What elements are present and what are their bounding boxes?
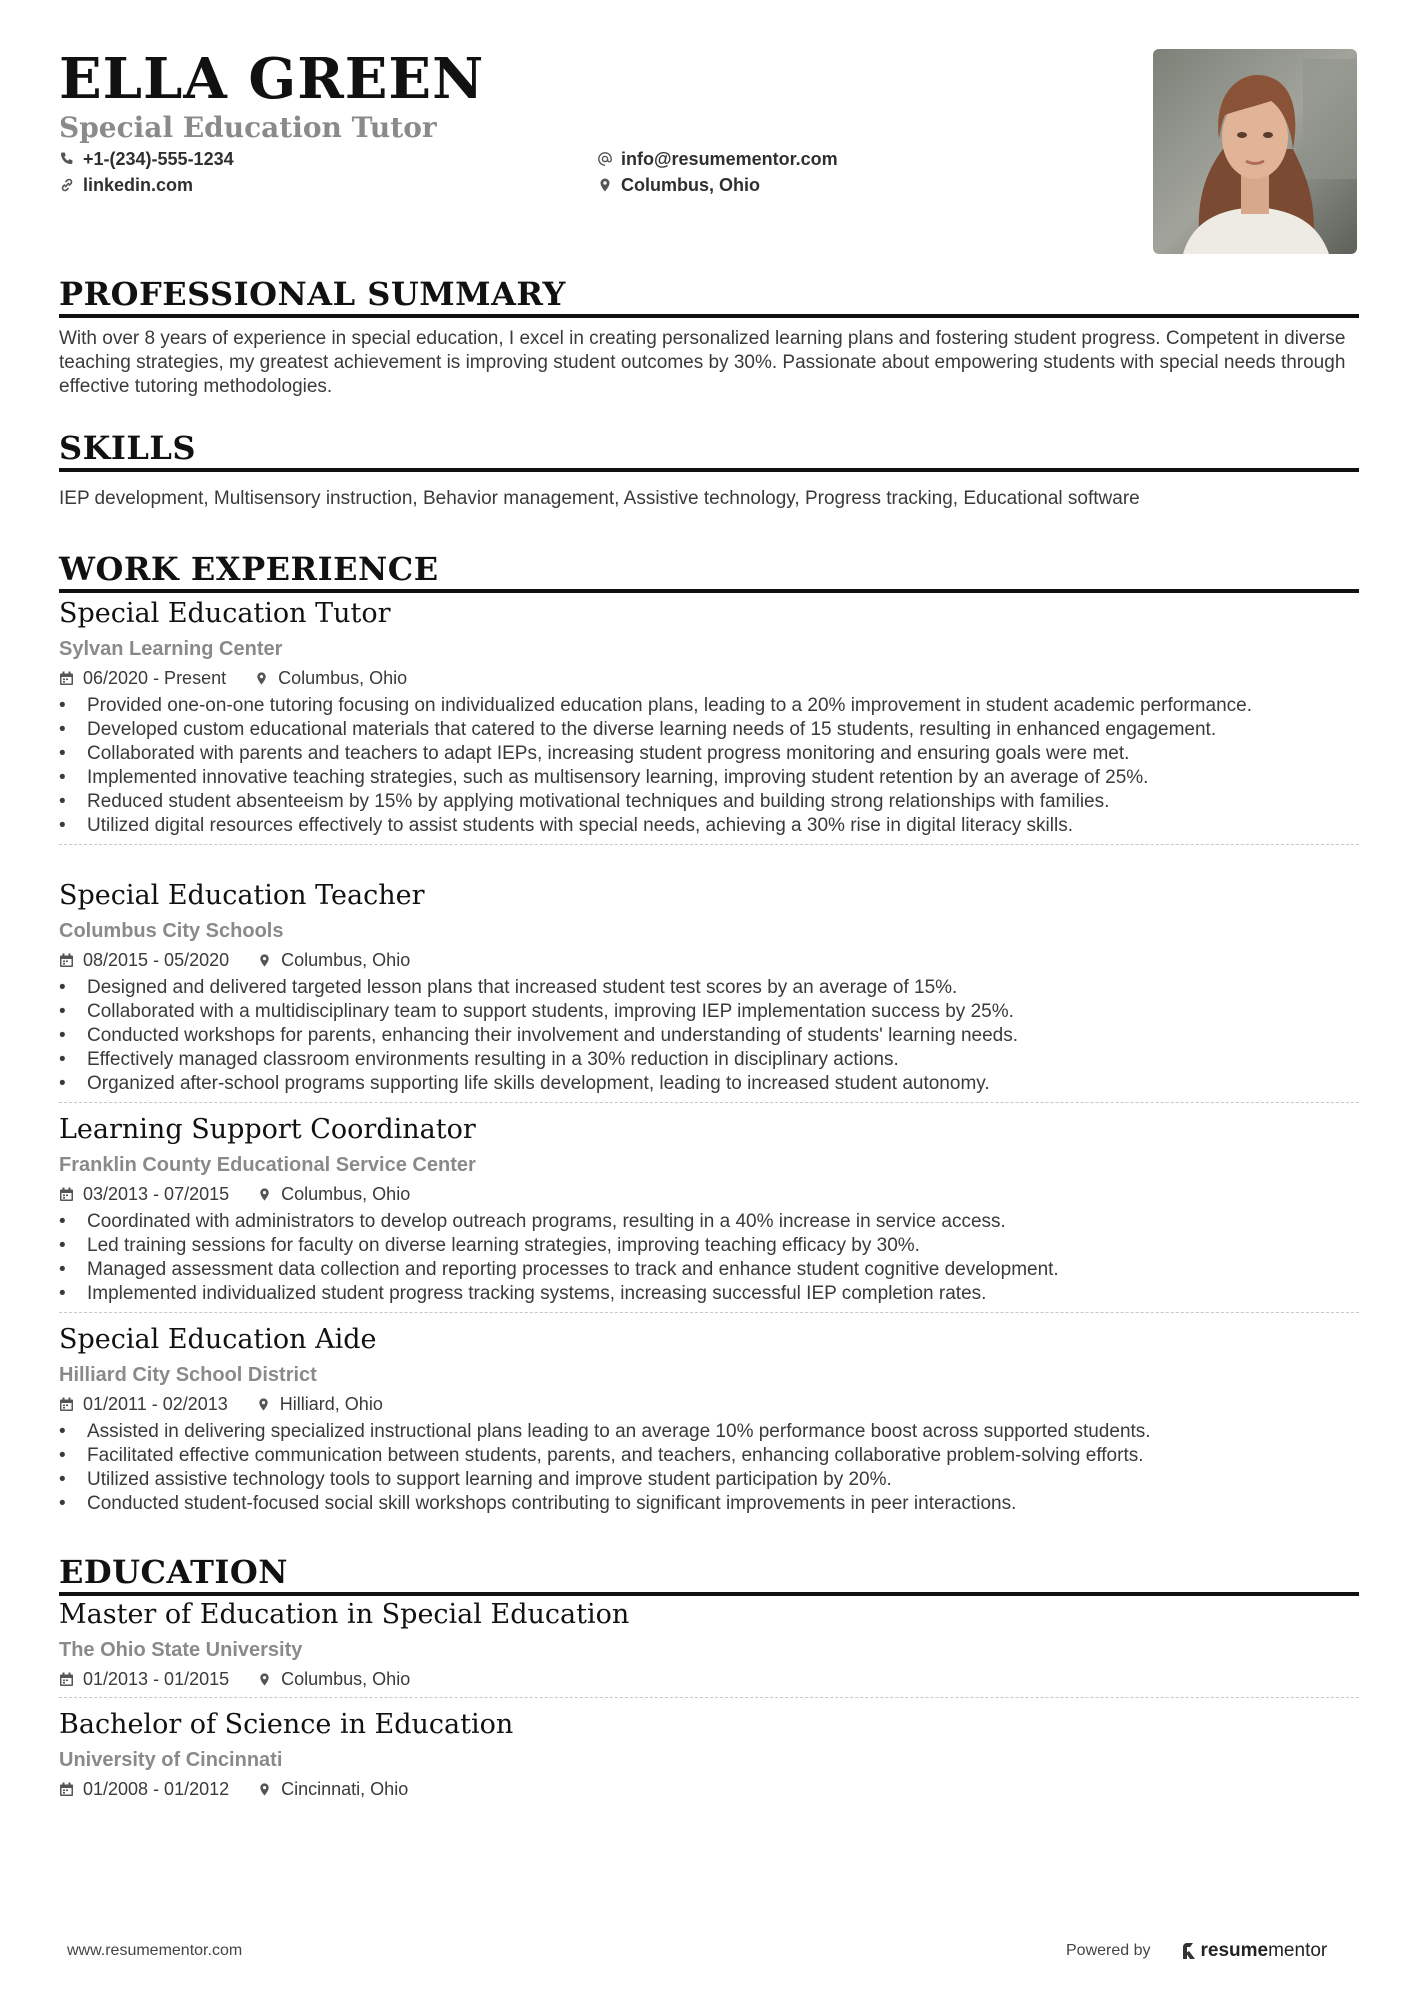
powered-by-label: Powered by: [1066, 1942, 1151, 1959]
skills-heading: SKILLS: [59, 428, 1359, 472]
location-text: Columbus, Ohio: [621, 175, 760, 195]
map-pin-icon: [254, 671, 269, 686]
map-pin-icon: [256, 1397, 271, 1412]
job-organization: Franklin County Educational Service Center: [59, 1154, 476, 1176]
portrait-image: [1153, 49, 1357, 254]
footer-powered-by: [1066, 1940, 1327, 1962]
map-pin-icon: [597, 177, 613, 193]
job-meta: [59, 666, 1359, 690]
brand-logo[interactable]: [1181, 1940, 1328, 1962]
bullet-item: • Implemented innovative teaching strategies, such as multisensory learning, improving student retention by an average of 25%.: [59, 766, 1359, 790]
job-meta: [59, 1182, 1359, 1206]
summary-text: With over 8 years of experience in special education, I excel in creating personalized learning plans and fostering student progress. Competent in diverse teaching strategies, my greatest achievement is improving student outcomes by 30%. Passionate about empowering students with special needs through effective tutoring methodologies.: [59, 328, 1346, 397]
bullet-item: • Utilized assistive technology tools to support learning and improve student participation by 20%.: [59, 1468, 1359, 1492]
job-entry: [59, 1113, 1359, 1313]
linkedin-link[interactable]: linkedin.com: [83, 175, 194, 195]
map-pin-icon: [257, 1782, 272, 1797]
bullet-item: • Facilitated effective communication between students, parents, and teachers, enhancing collaborative problem-solving efforts.: [59, 1444, 1359, 1468]
education-meta: [59, 1777, 1359, 1801]
job-dates: 03/2013 - 07/2015: [83, 1184, 230, 1204]
job-dates: 01/2011 - 02/2013: [83, 1394, 228, 1414]
email-address[interactable]: info@resumementor.com: [621, 149, 838, 169]
profile-photo: [1153, 49, 1357, 254]
map-pin-icon: [257, 953, 272, 968]
calendar-icon: [59, 1782, 74, 1797]
at-icon: [597, 151, 613, 167]
job-title: Special Education Tutor: [59, 598, 391, 629]
job-entry: [59, 879, 1359, 1103]
job-meta: [59, 1392, 1359, 1416]
job-bullets: [59, 976, 1359, 1096]
bullet-item: • Led training sessions for faculty on diverse learning strategies, improving teaching efficacy by 30%.: [59, 1234, 1359, 1258]
candidate-title: Special Education Tutor: [59, 111, 437, 144]
school-name: University of Cincinnati: [59, 1749, 283, 1771]
entry-divider: [59, 844, 1359, 845]
job-organization: Columbus City Schools: [59, 920, 284, 942]
education-meta: [59, 1667, 1359, 1691]
job-entry: [59, 1323, 1359, 1516]
job-meta: [59, 948, 1359, 972]
bullet-item: • Designed and delivered targeted lesson plans that increased student test scores by an average of 15%.: [59, 976, 1359, 1000]
calendar-icon: [59, 671, 74, 686]
location-contact: [597, 173, 760, 197]
bullet-item: • Implemented individualized student progress tracking systems, increasing successful IEP completion rates.: [59, 1282, 1359, 1306]
job-bullets: [59, 1420, 1359, 1516]
entry-divider: [59, 1102, 1359, 1103]
candidate-name: ELLA GREEN: [59, 46, 485, 112]
linkedin-contact: [59, 173, 193, 197]
phone-icon: [59, 151, 75, 167]
job-title: Special Education Aide: [59, 1324, 377, 1355]
phone-number[interactable]: +1-(234)-555-1234: [83, 149, 234, 169]
bullet-item: • Provided one-on-one tutoring focusing on individualized education plans, leading to a 20% improvement in student academic performance.: [59, 694, 1359, 718]
job-location: Hilliard, Ohio: [279, 1394, 383, 1414]
job-location: Columbus, Ohio: [281, 950, 411, 970]
brand-bold: resume: [1200, 1940, 1269, 1961]
job-entry: [59, 597, 1359, 845]
skills-text: IEP development, Multisensory instruction, Behavior management, Assistive technology, Progress tracking, Educational software: [59, 488, 1140, 509]
job-bullets: [59, 1210, 1359, 1306]
bullet-item: • Conducted student-focused social skill workshops contributing to significant improvements in peer interactions.: [59, 1492, 1359, 1516]
bullet-item: • Coordinated with administrators to develop outreach programs, resulting in a 40% increase in service access.: [59, 1210, 1359, 1234]
bullet-item: • Assisted in delivering specialized instructional plans leading to an average 10% performance boost across supported students.: [59, 1420, 1359, 1444]
job-location: Columbus, Ohio: [281, 1184, 411, 1204]
education-location: Cincinnati, Ohio: [281, 1779, 409, 1799]
degree-title: Bachelor of Science in Education: [59, 1709, 514, 1740]
job-organization: Sylvan Learning Center: [59, 638, 283, 660]
bullet-item: • Reduced student absenteeism by 15% by applying motivational techniques and building strong relationships with families.: [59, 790, 1359, 814]
job-location: Columbus, Ohio: [278, 668, 408, 688]
degree-title: Master of Education in Special Education: [59, 1599, 630, 1630]
map-pin-icon: [257, 1672, 272, 1687]
bullet-item: • Utilized digital resources effectively to assist students with special needs, achieving a 30% rise in digital literacy skills.: [59, 814, 1359, 838]
summary-heading: PROFESSIONAL SUMMARY: [59, 274, 1359, 318]
resumementor-logo-icon: [1181, 1941, 1197, 1961]
education-dates: 01/2013 - 01/2015: [83, 1669, 230, 1689]
bullet-item: • Developed custom educational materials that catered to the diverse learning needs of 15 students, resulting in enhanced engagement.: [59, 718, 1359, 742]
education-location: Columbus, Ohio: [281, 1669, 411, 1689]
education-heading: EDUCATION: [59, 1552, 1359, 1596]
education-dates: 01/2008 - 01/2012: [83, 1779, 230, 1799]
entry-divider: [59, 1312, 1359, 1313]
education-entry: [59, 1598, 1359, 1698]
calendar-icon: [59, 1397, 74, 1412]
job-dates: 06/2020 - Present: [83, 668, 227, 688]
bullet-item: • Conducted workshops for parents, enhancing their involvement and understanding of students' learning needs.: [59, 1024, 1359, 1048]
footer-website[interactable]: www.resumementor.com: [67, 1942, 243, 1959]
calendar-icon: [59, 1672, 74, 1687]
school-name: The Ohio State University: [59, 1639, 303, 1661]
job-organization: Hilliard City School District: [59, 1364, 317, 1386]
email-contact: [597, 147, 838, 171]
bullet-item: • Organized after-school programs supporting life skills development, leading to increased student autonomy.: [59, 1072, 1359, 1096]
bullet-item: • Effectively managed classroom environments resulting in a 30% reduction in disciplinary actions.: [59, 1048, 1359, 1072]
job-dates: 08/2015 - 05/2020: [83, 950, 230, 970]
brand-light: mentor: [1268, 1940, 1328, 1961]
map-pin-icon: [257, 1187, 272, 1202]
bullet-item: • Collaborated with a multidisciplinary team to support students, improving IEP implementation success by 25%.: [59, 1000, 1359, 1024]
bullet-item: • Managed assessment data collection and reporting processes to track and enhance student cognitive development.: [59, 1258, 1359, 1282]
job-title: Special Education Teacher: [59, 880, 425, 911]
entry-divider: [59, 1697, 1359, 1698]
job-bullets: [59, 694, 1359, 838]
calendar-icon: [59, 953, 74, 968]
bullet-item: • Collaborated with parents and teachers to adapt IEPs, increasing student progress monitoring and ensuring goals were met.: [59, 742, 1359, 766]
job-title: Learning Support Coordinator: [59, 1114, 476, 1145]
link-icon: [59, 177, 75, 193]
education-entry: [59, 1708, 1359, 1801]
phone-contact: [59, 147, 234, 171]
calendar-icon: [59, 1187, 74, 1202]
experience-heading: WORK EXPERIENCE: [59, 549, 1359, 593]
